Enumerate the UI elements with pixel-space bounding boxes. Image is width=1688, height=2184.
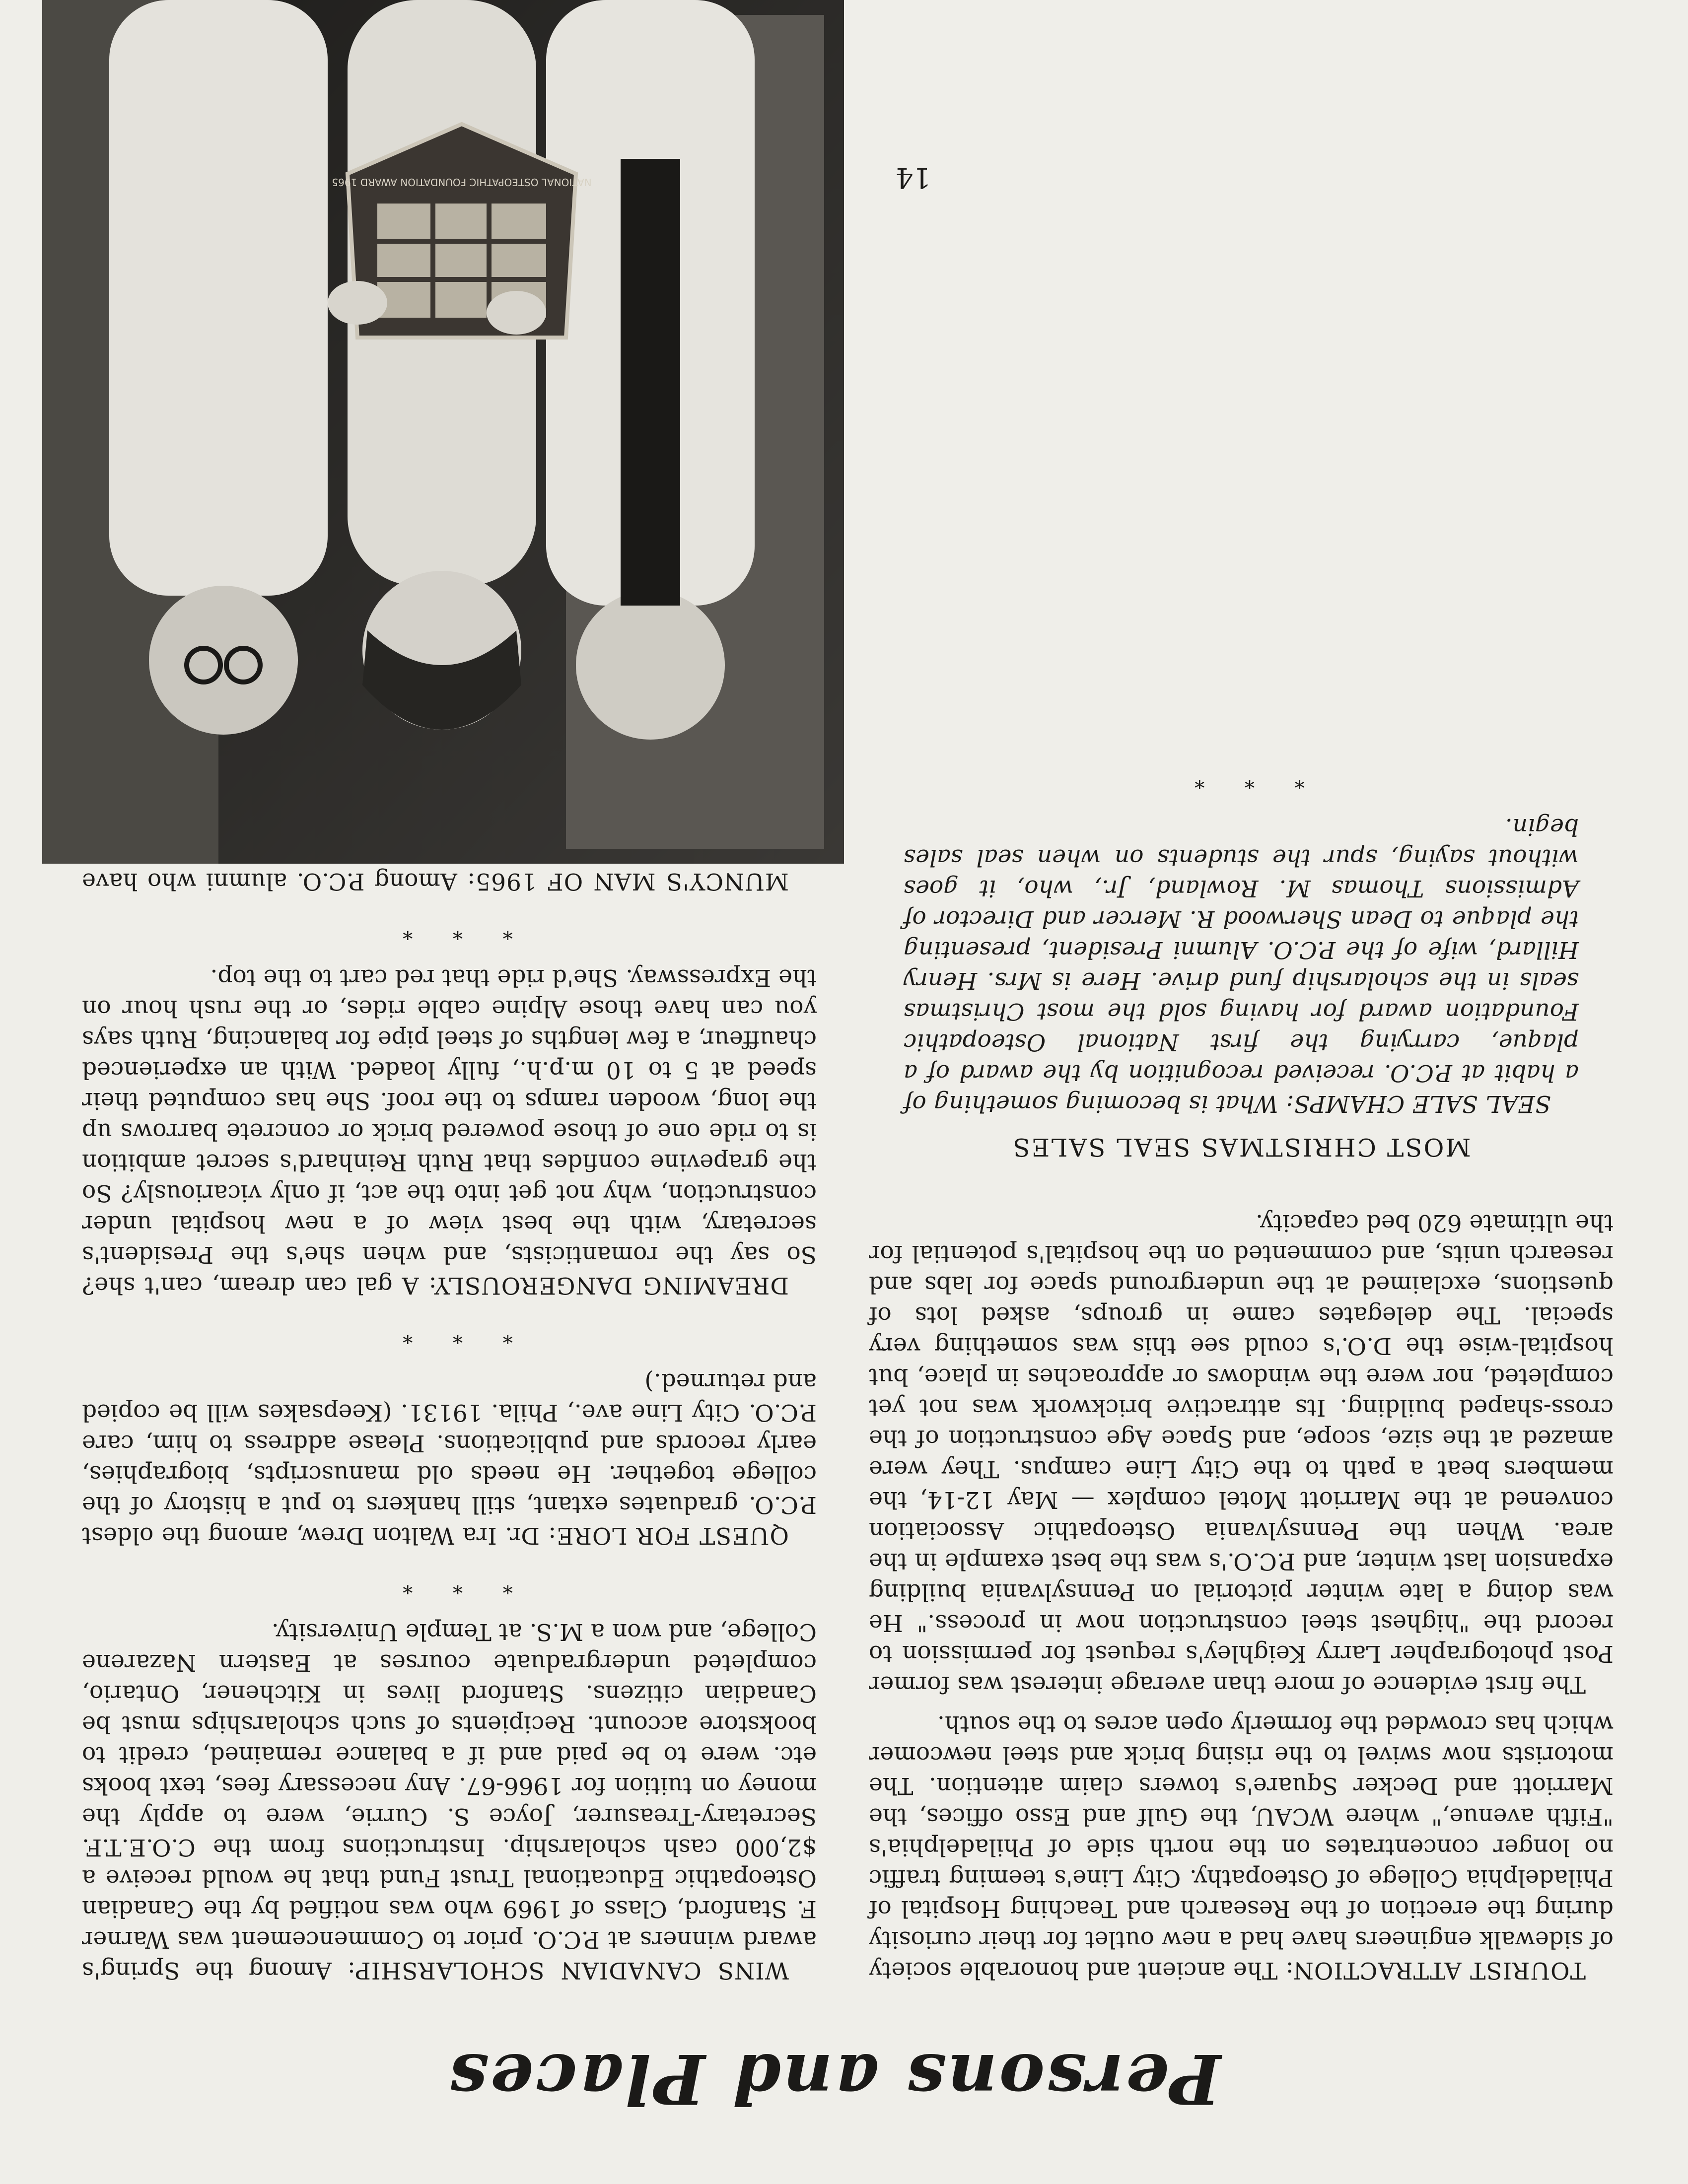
man-right-jacket	[109, 0, 328, 596]
page-number: 14	[895, 161, 931, 194]
separator-stars: * * *	[386, 1574, 513, 1597]
page-title: Persons and Places	[447, 2039, 1221, 2119]
left-column	[869, 746, 1614, 1985]
award-photograph	[42, 0, 844, 864]
tourist-paragraph-1	[869, 1708, 1614, 1985]
quest-heading: QUEST FOR LORE:	[548, 1522, 789, 1549]
muncy-text-1: Among P.C.O. alumni who have	[82, 868, 458, 895]
hand	[328, 281, 387, 325]
canadian-text: Among the Spring's award winners at P.C.O. prior to Commencement was Warner F. Stanford, Class of 1969 who was notified by the Canadian Osteopathic Educational Trust Fund that he would receive a $2,000 cash scholarship. Instructions from the C.O.E.T.F. Secretary-Treasurer, Joyce S. Currie, were to apply the money on tuition for 1966-67. Any necessary fees, text books etc. were to be paid and if a balance remained, credit to bookstore account. Recipients of such scholarships must be Canadian citizens. Stanford lives in Kitchener, Ontario, completed undergraduate courses at Eastern Nazarene College, and won a M.S. at Temple University.	[82, 1618, 817, 1984]
dreaming-text: A gal can dream, can't she? So say the romanticists, and when she's the President's secretary, with the best view of a new hospital under construction, why not get into the act, if only vicariously? So the grapevine confides that Ruth Reinhard's secret ambition is to ride one of those powered brick or concrete barrows up the long, wooden ramps to the roof. She has computed their speed at 5 to 10 m.p.h., fully loaded. With an experienced chauffeur, a few lengths of steel pipe for balancing, Ruth says you can have those Alpine cable rides, or the rush hour on the Expressway. She'd ride that red cart to the top.	[82, 964, 817, 1299]
quest-paragraph	[82, 1366, 817, 1551]
canadian-paragraph	[82, 1616, 817, 1985]
tourist-heading: TOURIST ATTRACTION:	[1285, 1957, 1586, 1984]
separator-stars: * * *	[386, 1324, 513, 1347]
dreaming-heading: DREAMING DANGEROUSLY:	[428, 1272, 789, 1299]
man-left-head	[576, 591, 725, 740]
man-right-head	[149, 586, 298, 735]
photo-caption	[904, 811, 1579, 1119]
separator-stars: * * *	[1178, 769, 1305, 792]
separator-stars: * * *	[386, 920, 513, 943]
man-left-tie	[621, 159, 680, 606]
muncy-heading: MUNCY'S MAN OF 1965:	[467, 868, 789, 895]
tourist-paragraph-2: The first evidence of more than average interest was former Post photographer Larry Keighley's request for permission to record the "highest steel construction now in process." He was doing a late winter pictorial on Pennsylvania building expansion last winter, and P.C.O.'s was the best example in the area. When the Pennsylvania Osteopathic Association convened at the Marriott Motel complex — May 12-14, the members beat a path to the City Line campus. They were amazed at the size, scope, and Space Age construction of the cross-shaped building. Its attractive brickwork was not yet completed, nor were the windows or approaches in place, but hospital-wise the D.O.'s could see this was something very special. The delegates came in groups, asked lots of questions, exclaimed at the underground space for labs and research units, and commented on the hospital's potential for the ultimate 620 bed capacity.	[869, 1209, 1614, 1698]
photo-caption-text: SEAL SALE CHAMPS: What is becoming something of a habit at P.C.O. received recognition by the award of a plaque, carrying the first National Osteopathic Foundation award for having sold the most Christmas seals in the scholarship fund drive. Here is Mrs. Henry Hillard, wife of the P.C.O. Alumni President, presenting the plaque to Dean Sherwood R. Mercer and Director of Admissions Thomas M. Rowland, Jr., who, it goes without saying, spur the students on when seal sales begin.	[904, 813, 1579, 1117]
dreaming-paragraph	[82, 962, 817, 1300]
seal-heading: MOST CHRISTMAS SEAL SALES	[1011, 1133, 1471, 1161]
tourist-text-1: The ancient and honorable society of sidewalk engineers have had a new outlet for their curiosity during the erection of the Research and Teaching Hospital of Philadelphia College of Osteopathy. City Line's teeming traffic no longer concentrates on the north side of Philadelphia's "Fifth avenue," where WCAU, the Gulf and Esso offices, the Marriott and Decker Square's towers claim attention. The motorists now swivel to the rising brick and steel newcomer which has crowded the formerly open acres to the south.	[869, 1710, 1614, 1984]
canadian-heading: WINS CANADIAN SCHOLARSHIP:	[347, 1957, 789, 1984]
plaque-text: NATIONAL OSTEOPATHIC FOUNDATION AWARD 1965	[332, 176, 592, 188]
hand	[487, 291, 546, 335]
quest-text: Dr. Ira Walton Drew, among the oldest P.C.O. graduates extant, still hankers to put a history of the college together. He needs old manuscripts, biographies, early records and publications. Please address to him, care P.C.O. City Line ave., Phila. 19131. (Keepsakes will be copied and returned.)	[82, 1368, 817, 1549]
photo-illustration	[42, 0, 844, 864]
